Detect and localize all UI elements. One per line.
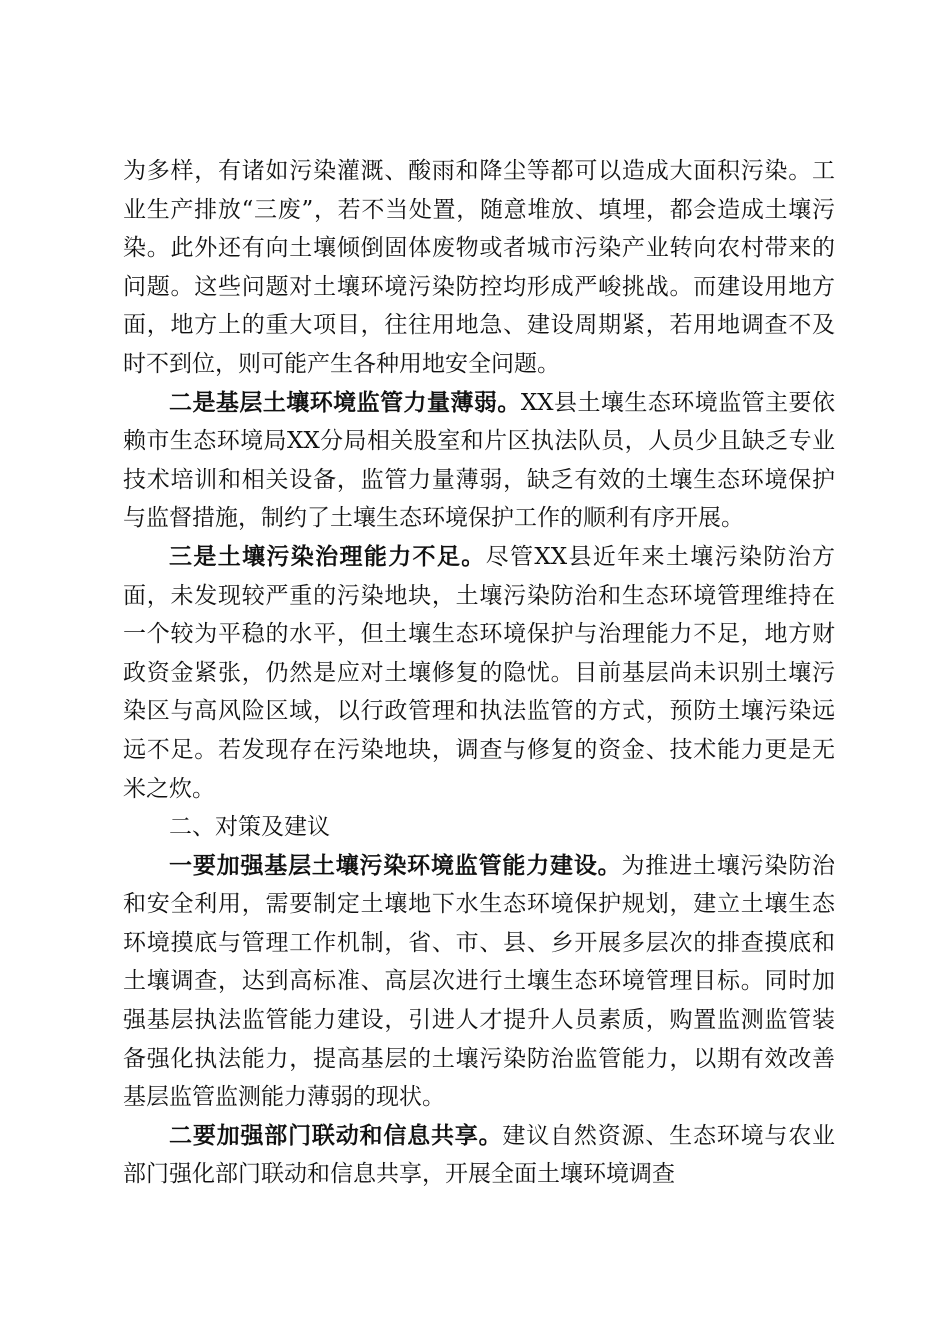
- paragraph-lead: 二要加强部门联动和信息共享。: [169, 1121, 503, 1149]
- paragraph-text: 为多样，有诸如污染灌溉、酸雨和降尘等都可以造成大面积污染。工业生产排放“三废”，若不当处置，随意堆放、填埋，都会造成土壤污染。此外还有向土壤倾倒固体废物或者城市污染产业转向农村带来的问题。这些问题对土壤环境污染防控均形成严峻挑战。而建设用地方面，地方上的重大项目，往往用地急、建设周期紧，若用地调查不及时不到位，则可能产生各种用地安全问题。: [123, 158, 835, 377]
- paragraph-text: XX县土壤生态环境监管主要依赖市生态环境局XX分局相关股室和片区执法队员，人员少且缺乏专业技术培训和相关设备，监管力量薄弱，缺乏有效的土壤生态环境保护与监督措施，制约了土壤生态环境保护工作的顺利有序开展。: [123, 389, 836, 532]
- paragraph-text: 建议自然资源、生态环境与农业部门强化部门联动和信息共享，开展全面土壤环境调查: [123, 1122, 836, 1188]
- paragraph-capacity-building: [123, 847, 835, 1117]
- paragraph-text: 尽管XX县近年来土壤污染防治方面，未发现较严重的污染地块，土壤污染防治和生态环境管理维持在一个较为平稳的水平，但土壤生态环境保护与治理能力不足，地方财政资金紧张，仍然是应对土壤修复的隐忧。目前基层尚未识别土壤污染区与高风险区域，以行政管理和执法监管的方式，预防土壤污染远远不足。若发现存在污染地块，调查与修复的资金、技术能力更是无米之炊。: [123, 543, 835, 802]
- paragraph-weak-supervision: [123, 384, 835, 538]
- paragraph-lead: 三是土壤污染治理能力不足。: [169, 542, 486, 570]
- paragraph-text: 为推进土壤污染防治和安全利用，需要制定土壤地下水生态环境保护规划，建立土壤生态环境摸底与管理工作机制，省、市、县、乡开展多层次的排查摸底和土壤调查，达到高标准、高层次进行土壤生态环境管理目标。同时加强基层执法监管能力建设，引进人才提升人员素质，购置监测监管装备强化执法能力，提高基层的土壤污染防治监管能力，以期有效改善基层监管监测能力薄弱的现状。: [123, 852, 836, 1111]
- paragraph-lead: 二是基层土壤环境监管力量薄弱。: [169, 388, 521, 416]
- paragraph-pollution-sources: [123, 152, 835, 384]
- section-heading: 二、对策及建议: [169, 814, 330, 841]
- paragraph-information-sharing: [123, 1117, 835, 1194]
- document-body: [123, 152, 835, 1194]
- paragraph-insufficient-capacity: [123, 538, 835, 808]
- paragraph-lead: 一要加强基层土壤污染环境监管能力建设。: [169, 851, 622, 879]
